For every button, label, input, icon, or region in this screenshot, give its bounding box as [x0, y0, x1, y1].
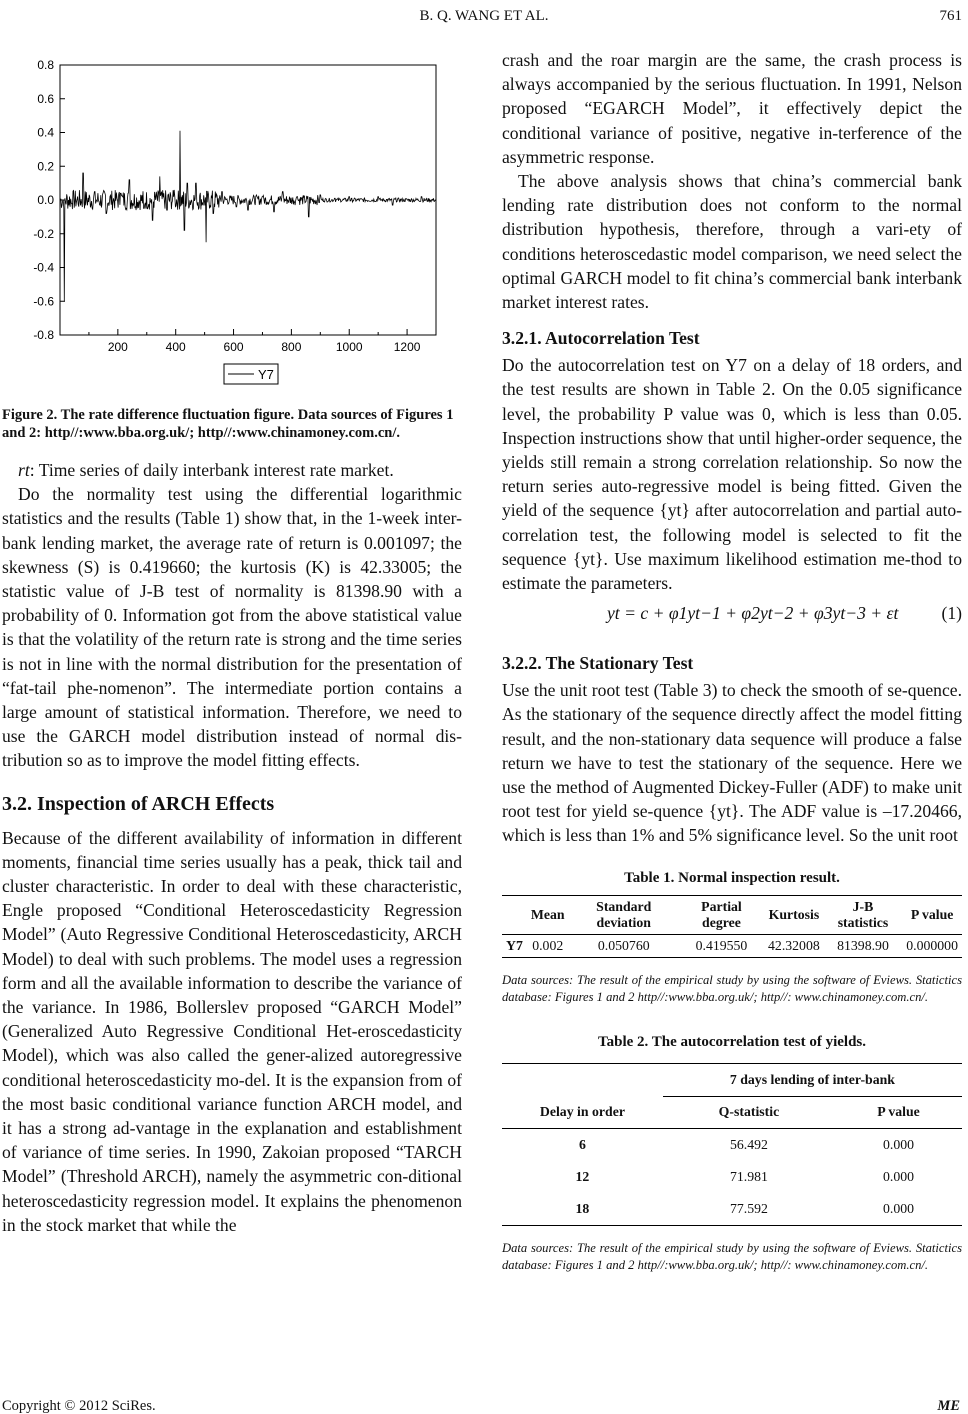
y-tick-label: 0.0 — [37, 193, 54, 207]
rt-symbol: rt — [18, 460, 30, 480]
table-1-cell: 0.050760 — [597, 937, 650, 953]
table-2-cell: 0.000 — [882, 1169, 915, 1185]
y-tick-label: -0.4 — [33, 260, 54, 275]
table-2 — [502, 1063, 962, 1227]
table-2-title: Table 2. The autocorrelation test of yields. — [597, 1033, 867, 1050]
paragraph-normality: Do the normality test using the differential logarithmic statistics and the results (Table 1) show that, in the 1-week inter-bank lending market, the average rate of return is 0.001097; the skewness (S) is 0.419660; the kurtosis (K) is 42.33005; the statistic value of J-B test of normality is 81398.90 with a probability of 0. Information got from the above statistical value is that the volatility of the return rate is strong and the time series is not in line with the normal distribution for the presentation of “fat-tail phe-nomenon”. The intermediate portion contains a large amount of statistical information. Therefore, we need to use the GARCH model distribution instead of normal dis-tribution so as to improve the model fitting effects. — [2, 484, 462, 771]
x-tick-label: 1000 — [335, 340, 363, 354]
x-tick-label: 600 — [223, 340, 244, 354]
table-1-header-cell: Mean — [530, 906, 565, 922]
table-1-header-cell: Kurtosis — [768, 906, 820, 922]
table-1-header-cell: J-B statistics — [837, 898, 889, 930]
table-1-header-cell: Partial degree — [701, 898, 742, 930]
y-tick-label: 0.2 — [37, 159, 54, 174]
equation-1 — [502, 595, 962, 639]
rate-difference-chart — [2, 48, 462, 398]
table-2-cell: 0.000 — [882, 1137, 915, 1153]
equation-body: yt = c + φ1yt−1 + φ2yt−2 + φ3yt−3 + εt — [607, 603, 899, 624]
running-title: B. Q. WANG ET AL. — [419, 8, 549, 24]
legend-label-y7: Y7 — [258, 367, 274, 382]
table-1-source: Data sources: The result of the empirical study by using the software of Eviews. Statictics database: Figures 1 and 2 http//:www.bba.org.uk/; http//: www.chinamoney.com.cn/. — [502, 972, 962, 1004]
table-2-header-cell: Delay in order — [539, 1104, 625, 1120]
table-1-header-cell: Standard deviation — [596, 898, 652, 930]
copyright: Copyright © 2012 SciRes. — [2, 1398, 156, 1414]
paragraph-arch: Because of the different availability of information in different moments, financial time series usually has a peak, thick tail and cluster characteristic. In order to deal with these characteristic, Engle proposed “Conditional Heteroscedasticity Regression Model” (Auto Regressive Conditional Heteroscedasticity, ARCH Model) to deal with such problems. The model uses a regression form and all the available information to describe the variance of the variance. In 1986, Bollerslev proposed “GARCH Model” (Generalized Auto Regressive Conditional Het-eroscedasticity Model), which was also called the gener-alized autoregressive conditional heteroscedasticity mo-del. It is the expansion from of the most basic conditional variance function ARCH model, and it has a strong ad-vantage in the explanation and establishment of variance of time series. In 1990, Zakoian proposed “TARCH Model” (Threshold ARCH), namely the asymmetric con-ditional heteroscedasticity regression model. It explains the phenomenon in the stock market that while the — [2, 827, 462, 1235]
table-1-title: Table 1. Normal inspection result. — [624, 869, 840, 886]
table-2-header-cell: P value — [877, 1104, 920, 1120]
right-column — [502, 48, 962, 1274]
table-1-header-cell: P value — [910, 906, 954, 922]
table-row — [502, 1193, 962, 1226]
section-heading-3-2-2: 3.2.2. The Stationary Test — [502, 653, 694, 674]
equation-number: (1) — [941, 603, 962, 624]
y-tick-label: 0.6 — [37, 91, 54, 106]
table-2-cell: 6 — [578, 1137, 586, 1153]
page-number: 761 — [939, 8, 962, 24]
x-tick-label: 1200 — [393, 340, 421, 354]
figure-2-caption: Figure 2. The rate difference fluctuation figure. Data sources of Figures 1 and 2: http//:www.bba.org.uk/; http//:www.chinamoney.com.cn/. — [2, 407, 454, 441]
table-2-cell: 18 — [575, 1201, 590, 1217]
table-2-header-row — [502, 1096, 962, 1129]
table-1 — [502, 895, 962, 958]
paragraph-autocorrelation: Do the autocorrelation test on Y7 on a delay of 18 orders, and the test results are shown in Table 2. On the 0.05 significance level, the probability P value was 0, which is less than 0.05. Inspection instructions show that until higher-order sequence, the yields still remain a strong correlation relationship. So now the return series auto-regressive model is being fitted. Given the yield of the sequence {yt} after autocorrelation and partial auto-correlation test, the following model is selected to fit the sequence {yt}. Use maximum likelihood estimation me-thod to estimate the parameters. — [502, 355, 962, 594]
series-line-y7 — [60, 131, 435, 301]
plot-frame — [60, 65, 436, 335]
figure-2 — [2, 48, 462, 398]
table-1-cell: 0.419550 — [695, 937, 748, 953]
journal-abbrev: ME — [937, 1398, 960, 1414]
table-row — [502, 1161, 962, 1193]
section-heading-3-2: 3.2. Inspection of ARCH Effects — [2, 792, 275, 815]
paragraph-egarch: crash and the roar margin are the same, the crash process is always accompanied by the serious fluctuation. In 1991, Nelson proposed “EGARCH Model”, it effectively depict the conditional variance of positive, negative in-terference of the asymmetric response. — [502, 50, 962, 167]
x-tick-label: 200 — [107, 340, 128, 354]
table-1-header-cell — [502, 895, 527, 934]
paragraph-stationary: Use the unit root test (Table 3) to check the smooth of se-quence. As the stationary of the sequence directly affect the model fitting result, and the non-stationary data sequence will produce a false return we have to test the stationary of the sequence. Here we use the method of Augmented Dickey-Fuller (ADF) to make unit root test for yield se-quence {yt}. The ADF value is –17.20466, which is less than 1% and 5% significance level. So the unit root — [502, 680, 962, 846]
table-2-group-row — [502, 1063, 962, 1096]
section-heading-3-2-1: 3.2.1. Autocorrelation Test — [502, 328, 700, 349]
table-2-cell: 12 — [575, 1169, 590, 1185]
table-1-cell: 81398.90 — [837, 937, 889, 953]
table-2-cell: 56.492 — [729, 1137, 768, 1153]
table-1-cell: 42.32008 — [768, 937, 820, 953]
table-2-header-cell: Q-statistic — [718, 1104, 780, 1120]
table-1-cell: 0.002 — [532, 937, 564, 953]
x-tick-label: 800 — [281, 340, 302, 354]
table-2-cell: 0.000 — [882, 1201, 915, 1217]
y-tick-label: -0.2 — [33, 226, 54, 241]
rt-definition-text: : Time series of daily interbank interest rate market. — [29, 460, 394, 480]
table-2-source: Data sources: The result of the empirical study by using the software of Eviews. Statictics database: Figures 1 and 2 http//:www.bba.org.uk/; http//: www.chinamoney.com.cn/. — [502, 1241, 962, 1273]
table-1-cell: 0.000000 — [906, 937, 958, 953]
table-row — [502, 934, 962, 957]
y-tick-label: -0.6 — [33, 294, 54, 309]
y-tick-label: 0.4 — [37, 125, 54, 140]
table-1-cell: Y7 — [506, 937, 523, 953]
page-footer — [2, 1398, 964, 1414]
table-row — [502, 1129, 962, 1162]
left-column — [2, 48, 462, 1237]
y-tick-label: -0.8 — [33, 328, 54, 342]
table-2-cell: 71.981 — [729, 1169, 768, 1185]
table-2-cell: 77.592 — [729, 1201, 768, 1217]
x-tick-label: 400 — [165, 340, 186, 354]
paragraph-analysis: The above analysis shows that china’s commercial bank lending rate distribution does not conform to the normal distribution hypothesis, therefore, through a vari-ety of conditions heteroscedastic model comparison, we need select the optimal GARCH model to fit china’s commercial bank interbank market interest rates. — [502, 171, 962, 313]
table-1-header-row — [502, 895, 962, 934]
rt-definition — [2, 458, 462, 482]
y-tick-label: 0.8 — [37, 58, 54, 72]
table-2-group-header: 7 days lending of inter-bank — [663, 1063, 962, 1096]
